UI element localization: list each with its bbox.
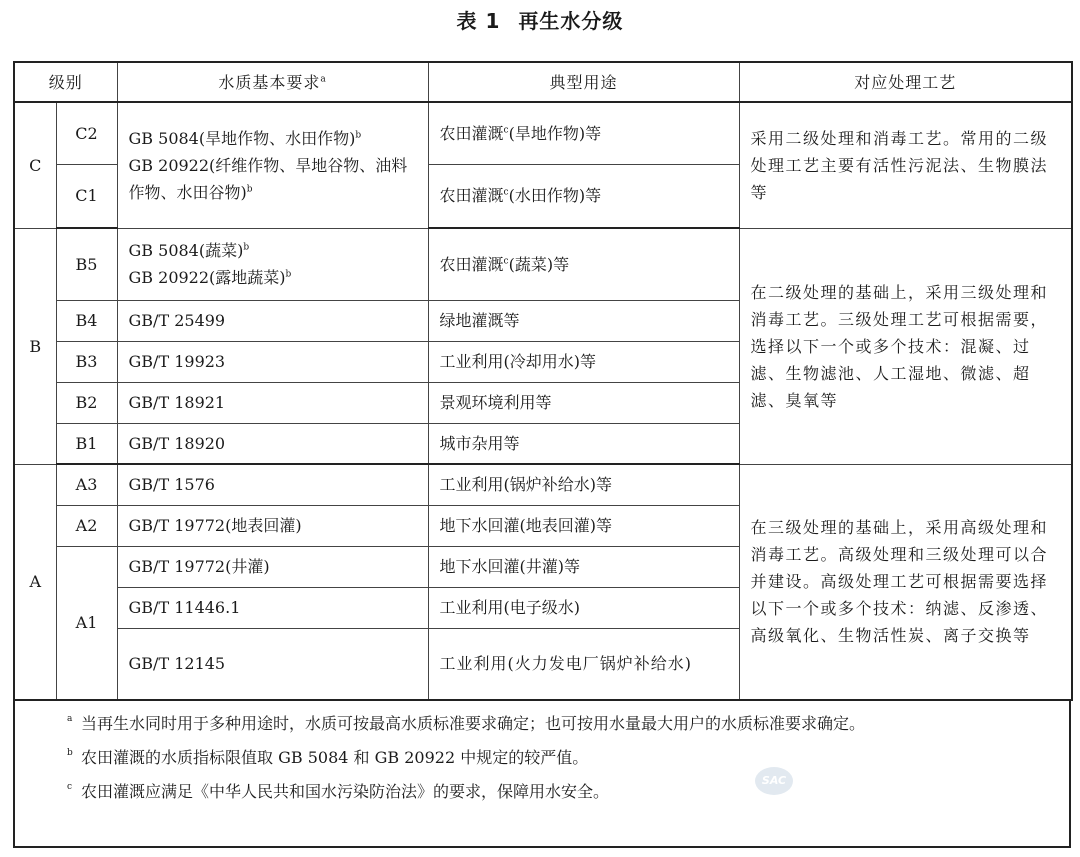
- sac-watermark-logo: SAC: [755, 767, 793, 795]
- usage-cell: 城市杂用等: [428, 423, 739, 464]
- note-a: [67, 709, 1059, 739]
- table-notes: [13, 701, 1071, 848]
- requirement-cell: GB/T 19772(地表回灌): [117, 505, 428, 546]
- reclaimed-water-grade-table: [13, 61, 1073, 701]
- note-text: 当再生水同时用于多种用途时，水质可按最高水质标准要求确定；也可按用水量最大用户的水质标准要求确定。: [81, 714, 866, 733]
- usage-cell: 工业利用(冷却用水)等: [428, 341, 739, 382]
- requirement-cell: GB 5084(蔬菜)$^b$ GB 20922(露地蔬菜)$^b$: [117, 228, 428, 300]
- footnote-mark: b: [67, 748, 73, 758]
- requirement-cell: GB/T 18920: [117, 423, 428, 464]
- usage-cell: 农田灌溉$^c$(蔬菜)等: [428, 228, 739, 300]
- sublevel-cell: A1: [56, 546, 117, 700]
- sublevel-cell: C2: [56, 102, 117, 164]
- footnote-mark: c: [67, 782, 73, 792]
- table-row: [14, 102, 1072, 164]
- table-row: [14, 228, 1072, 300]
- sublevel-cell: B5: [56, 228, 117, 300]
- sublevel-cell: B2: [56, 382, 117, 423]
- usage-cell: 农田灌溉$^c$(水田作物)等: [428, 164, 739, 228]
- process-cell: 在三级处理的基础上，采用高级处理和消毒工艺。高级处理和三级处理可以合并建设。高级处理工艺可根据需要选择以下一个或多个技术：纳滤、反渗透、高级氧化、生物活性炭、离子交换等: [739, 464, 1072, 700]
- header-row: [14, 62, 1072, 102]
- usage-cell: 工业利用(电子级水): [428, 587, 739, 628]
- note-b: [67, 743, 1059, 773]
- header-level: 级别: [14, 62, 117, 102]
- process-cell: 在二级处理的基础上，采用三级处理和消毒工艺。三级处理工艺可根据需要，选择以下一个或多个技术：混凝、过滤、生物滤池、人工湿地、微滤、超滤、臭氧等: [739, 228, 1072, 464]
- requirement-cell: GB 5084(旱地作物、水田作物)$^b$ GB 20922(纤维作物、旱地谷物、油料作物、水田谷物)$^b$: [117, 102, 428, 228]
- note-text: 农田灌溉应满足《中华人民共和国水污染防治法》的要求，保障用水安全。: [81, 782, 610, 801]
- requirement-cell: GB/T 25499: [117, 300, 428, 341]
- sublevel-cell: B1: [56, 423, 117, 464]
- table-number: 表 1: [456, 9, 501, 33]
- level-cell: B: [14, 228, 56, 464]
- table-title: 再生水分级: [518, 9, 624, 33]
- sublevel-cell: A2: [56, 505, 117, 546]
- requirement-cell: GB/T 19923: [117, 341, 428, 382]
- usage-cell: 地下水回灌(井灌)等: [428, 546, 739, 587]
- note-text: 农田灌溉的水质指标限值取 GB 5084 和 GB 20922 中规定的较严值。: [81, 748, 589, 767]
- requirement-cell: GB/T 12145: [117, 628, 428, 700]
- table-caption: [0, 6, 1080, 36]
- usage-cell: 工业利用(火力发电厂锅炉补给水): [428, 628, 739, 700]
- usage-cell: 地下水回灌(地表回灌)等: [428, 505, 739, 546]
- level-cell: A: [14, 464, 56, 700]
- usage-cell: 农田灌溉$^c$(旱地作物)等: [428, 102, 739, 164]
- requirement-cell: GB/T 18921: [117, 382, 428, 423]
- usage-cell: 景观环境利用等: [428, 382, 739, 423]
- footnote-mark: a: [67, 714, 73, 724]
- level-cell: C: [14, 102, 56, 228]
- table-row: [14, 464, 1072, 505]
- requirement-cell: GB/T 11446.1: [117, 587, 428, 628]
- usage-cell: 工业利用(锅炉补给水)等: [428, 464, 739, 505]
- sublevel-cell: B4: [56, 300, 117, 341]
- header-usage: 典型用途: [428, 62, 739, 102]
- requirement-cell: GB/T 1576: [117, 464, 428, 505]
- requirement-cell: GB/T 19772(井灌): [117, 546, 428, 587]
- sublevel-cell: C1: [56, 164, 117, 228]
- footnote-mark: a: [320, 74, 327, 85]
- process-cell: 采用二级处理和消毒工艺。常用的二级处理工艺主要有活性污泥法、生物膜法等: [739, 102, 1072, 228]
- header-requirement: 水质基本要求$^a$: [117, 62, 428, 102]
- sublevel-cell: B3: [56, 341, 117, 382]
- usage-cell: 绿地灌溉等: [428, 300, 739, 341]
- note-c: [67, 777, 1059, 807]
- header-process: 对应处理工艺: [739, 62, 1072, 102]
- sublevel-cell: A3: [56, 464, 117, 505]
